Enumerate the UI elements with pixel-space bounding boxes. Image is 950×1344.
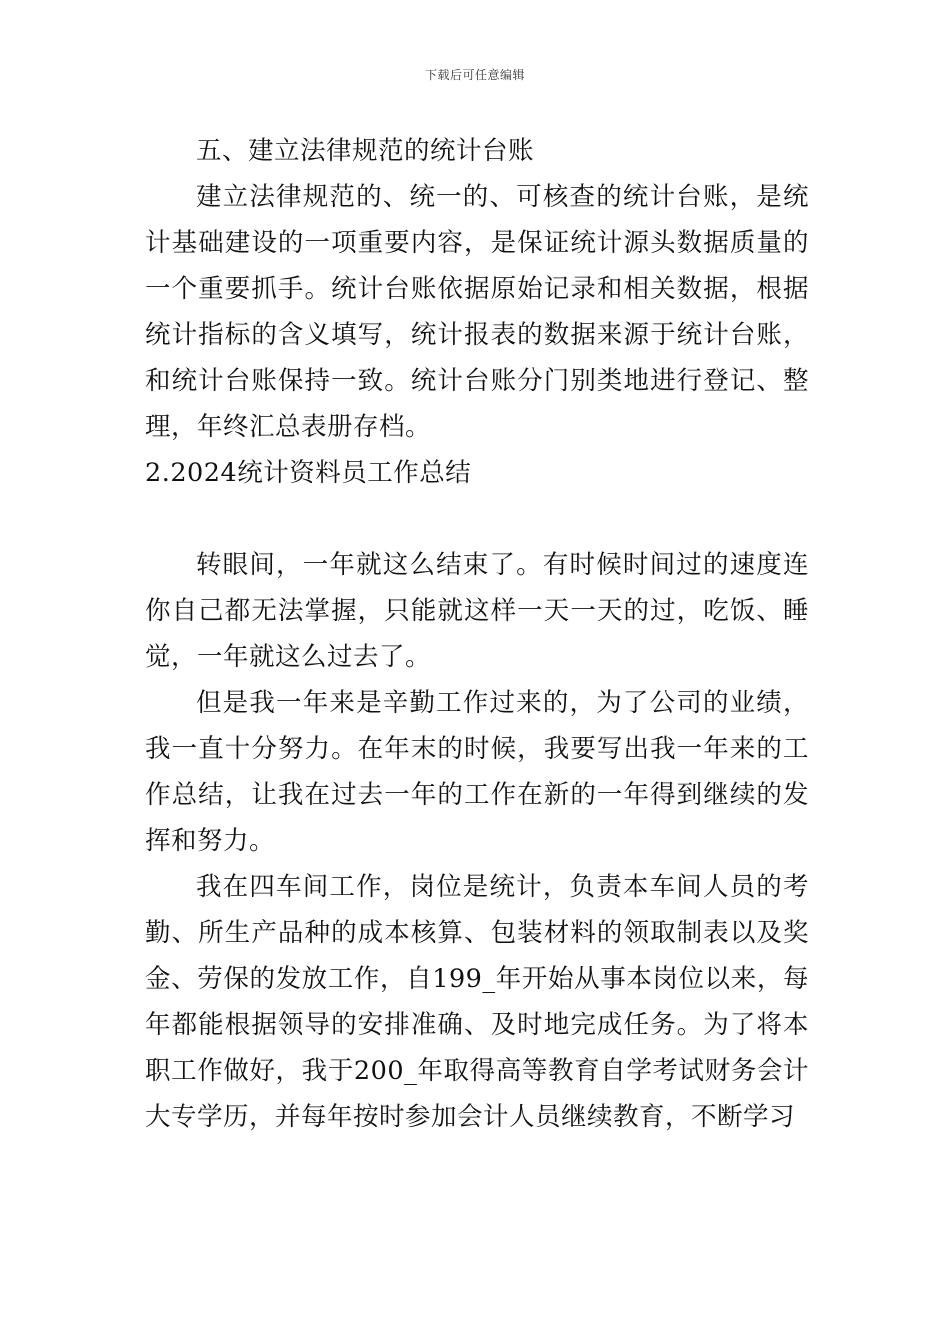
article-paragraph-1: 转眼间，一年就这么结束了。有时候时间过的速度连你自己都无法掌握，只能就这样一天一天的过，吃饭、睡觉，一年就这么过去了。	[145, 550, 809, 672]
document-body	[145, 128, 809, 1140]
article-paragraph-3: 我在四车间工作，岗位是统计，负责本车间人员的考勤、所生产品种的成本核算、包装材料的领取制表以及奖金、劳保的发放工作，自199_年开始从事本岗位以来，每年都能根据领导的安排准确、及时地完成任务。为了将本职工作做好，我于200_年取得高等教育自学考试财务会计大专学历，并每年按时参加会计人员继续教育，不断学习	[145, 872, 809, 1132]
section-paragraph: 建立法律规范的、统一的、可核查的统计台账，是统计基础建设的一项重要内容，是保证统计源头数据质量的一个重要抓手。统计台账依据原始记录和相关数据，根据统计指标的含义填写，统计报表的数据来源于统计台账，和统计台账保持一致。统计台账分门别类地进行登记、整理，年终汇总表册存档。	[145, 182, 809, 442]
article-paragraph-2: 但是我一年来是辛勤工作过来的，为了公司的业绩，我一直十分努力。在年末的时候，我要写出我一年来的工作总结，让我在过去一年的工作在新的一年得到继续的发挥和努力。	[145, 688, 809, 856]
article-title: 2.2024统计资料员工作总结	[145, 458, 472, 488]
blank-line	[145, 496, 809, 542]
section-heading: 五、建立法律规范的统计台账	[196, 136, 535, 166]
download-note: 下载后可任意编辑	[424, 68, 525, 82]
